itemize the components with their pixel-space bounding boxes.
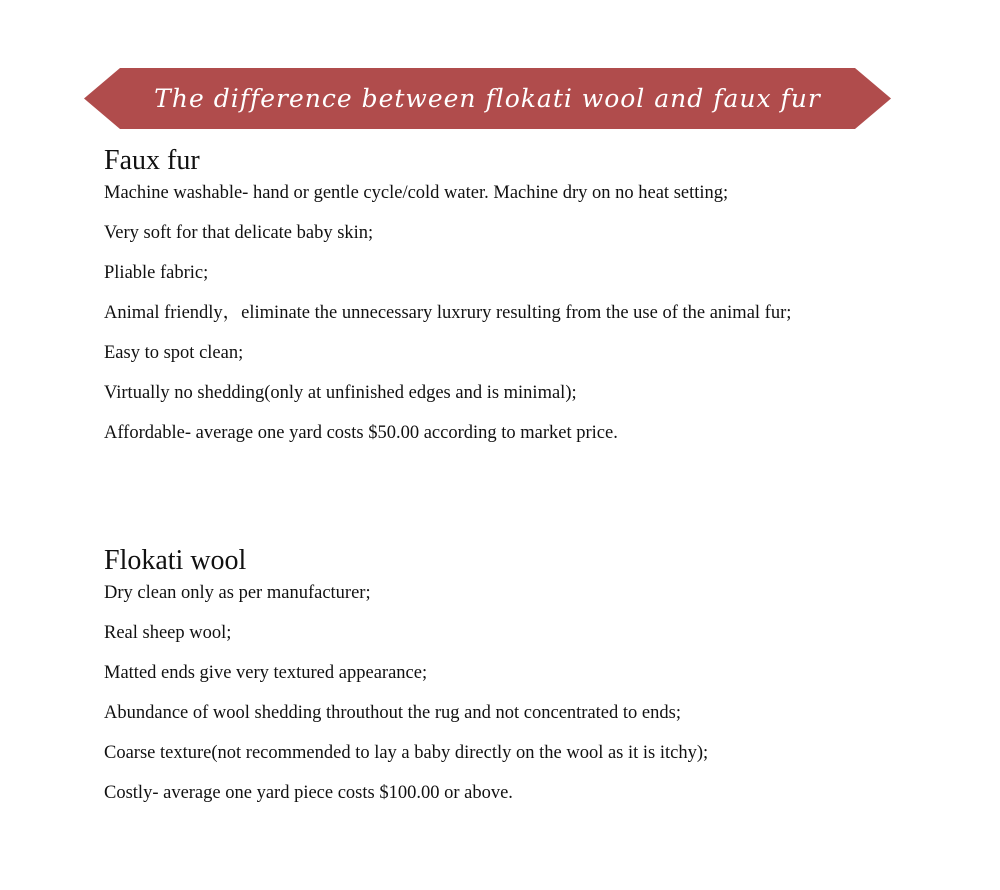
list-item: Real sheep wool; <box>104 623 232 643</box>
list-item: Easy to spot clean; <box>104 343 244 363</box>
section-heading-flokati-wool: Flokati wool <box>104 545 247 576</box>
flokati-wool-section <box>104 545 964 813</box>
list-item: Affordable- average one yard costs $50.00 according to market price. <box>104 423 618 443</box>
list-item: Pliable fabric; <box>104 263 209 283</box>
list-item: Coarse texture(not recommended to lay a baby directly on the wool as it is itchy); <box>104 743 709 763</box>
page-title: The difference between flokati wool and faux fur <box>154 84 821 113</box>
faux-fur-section <box>104 145 964 453</box>
title-banner <box>84 68 891 129</box>
list-item: Virtually no shedding(only at unfinished edges and is minimal); <box>104 383 577 403</box>
list-item: Abundance of wool shedding throuthout the rug and not concentrated to ends; <box>104 703 681 723</box>
list-item: Animal friendly，eliminate the unnecessary luxrury resulting from the use of the animal fur; <box>104 303 792 323</box>
section-heading-faux-fur: Faux fur <box>104 145 200 176</box>
flokati-wool-list <box>104 573 964 813</box>
list-item: Dry clean only as per manufacturer; <box>104 583 371 603</box>
list-item: Very soft for that delicate baby skin; <box>104 223 374 243</box>
list-item: Matted ends give very textured appearance; <box>104 663 428 683</box>
list-item: Costly- average one yard piece costs $100.00 or above. <box>104 783 513 803</box>
list-item: Machine washable- hand or gentle cycle/cold water. Machine dry on no heat setting; <box>104 183 729 203</box>
faux-fur-list <box>104 173 964 453</box>
